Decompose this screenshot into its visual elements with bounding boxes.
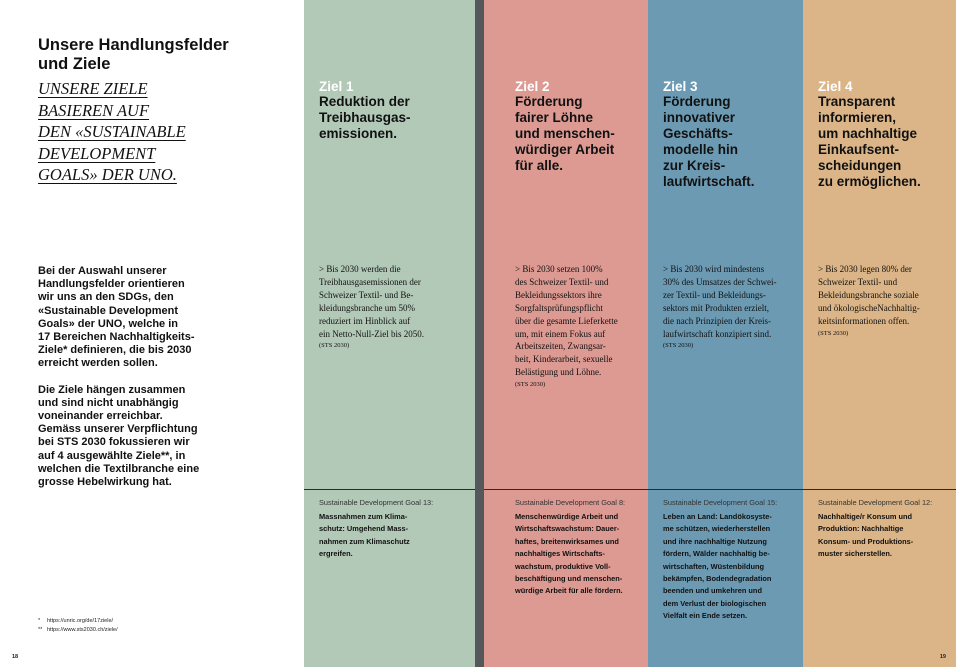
goal-text-line: > Bis 2030 wird mindestens bbox=[663, 264, 765, 274]
goal-text-line: beit, Kinderarbeit, sexuelle bbox=[515, 354, 613, 365]
intro-line: auf 4 ausgewählte Ziele**, in bbox=[38, 449, 186, 462]
page-number-left: 18 bbox=[12, 654, 19, 660]
goal-label: Ziel 2 bbox=[515, 79, 550, 94]
goal-text-line: > Bis 2030 legen 80% der bbox=[818, 264, 912, 274]
sdg-label: Sustainable Development Goal 8: bbox=[515, 498, 626, 507]
sdg-line: muster sicherstellen. bbox=[818, 549, 892, 559]
sdg-line: Massnahmen zum Klima- bbox=[319, 512, 408, 521]
goal-text-line: die nach Prinzipien der Kreis- bbox=[663, 315, 771, 326]
goal-text-line: Schweizer Textil- und Be- bbox=[319, 289, 414, 300]
intro-line: «Sustainable Development bbox=[38, 304, 178, 317]
column-divider bbox=[648, 489, 803, 490]
goal-text-line: 30% des Umsatzes der Schwei- bbox=[663, 276, 777, 287]
goal-ref: (STS 2030) bbox=[319, 342, 350, 350]
goal-text-line: Treibhausgasemissionen der bbox=[319, 276, 421, 287]
goal-title-line: zu ermöglichen. bbox=[818, 174, 921, 189]
column-divider bbox=[304, 489, 475, 490]
goal-text-line: zer Textil- und Bekleidungs- bbox=[663, 289, 766, 300]
goal-title-line: informieren, bbox=[818, 110, 897, 125]
goal-text-line: Bekleidungsbranche soziale bbox=[818, 289, 919, 300]
goal-ref: (STS 2030) bbox=[515, 381, 546, 389]
goal-text-line: über die gesamte Lieferkette bbox=[515, 315, 618, 326]
goal-label: Ziel 1 bbox=[319, 79, 354, 94]
intro-line: Die Ziele hängen zusammen bbox=[38, 383, 186, 396]
subtitle-line: DEN «SUSTAINABLE bbox=[38, 122, 186, 142]
goal-label: Ziel 4 bbox=[818, 79, 853, 94]
goal-column-1 bbox=[304, 0, 475, 667]
footnote-link[interactable]: https://www.sts2030.ch/ziele/ bbox=[47, 627, 118, 633]
footnote bbox=[38, 617, 118, 626]
intro-line: bei STS 2030 fokussieren wir bbox=[38, 436, 190, 449]
goal-text-line: und ökologischeNachhaltig- bbox=[818, 302, 920, 313]
sdg-line: schutz: Umgehend Mass- bbox=[319, 524, 409, 534]
page-title bbox=[38, 36, 278, 74]
goal-title-line: Einkaufsent- bbox=[818, 142, 900, 157]
goal-title-line: Treibhausgas- bbox=[319, 110, 411, 125]
goal-text bbox=[319, 263, 469, 352]
sdg-line: bekämpfen, Bodendegradation bbox=[663, 574, 772, 584]
page-subtitle bbox=[38, 78, 278, 186]
sdg-line: Konsum- und Produktions- bbox=[818, 536, 914, 546]
sdg-line: nahmen zum Klimaschutz bbox=[319, 536, 410, 546]
goal-title-line: Transparent bbox=[818, 94, 896, 109]
sdg-line: und ihre nachhaltige Nutzung bbox=[663, 536, 767, 546]
subtitle-line: DEVELOPMENT bbox=[38, 143, 156, 163]
sdg-line: Leben an Land: Landökosyste- bbox=[663, 512, 772, 521]
goal-title bbox=[319, 94, 464, 142]
sdg-line: beenden und umkehren und bbox=[663, 586, 762, 596]
goal-ref: (STS 2030) bbox=[663, 342, 694, 350]
intro-line: Goals» der UNO, welche in bbox=[38, 317, 178, 330]
goal-text-line: sektors mit Produkten erzielt, bbox=[663, 302, 769, 313]
sdg-line: ergreifen. bbox=[319, 549, 353, 559]
goal-title-line: Förderung bbox=[515, 94, 583, 109]
footnote-mark: * bbox=[38, 618, 41, 624]
sdg-line: dem Verlust der biologischen bbox=[663, 598, 767, 608]
intro-line: Gemäss unserer Verpflichtung bbox=[38, 423, 198, 436]
goal-column-4 bbox=[803, 0, 956, 667]
intro-text bbox=[38, 265, 270, 502]
page-spine bbox=[475, 0, 484, 667]
goal-ref: (STS 2030) bbox=[818, 329, 849, 337]
subtitle-line: UNSERE ZIELE bbox=[38, 79, 148, 98]
goal-text-line: kleidungsbranche um 50% bbox=[319, 302, 415, 313]
goal-title-line: für alle. bbox=[515, 158, 564, 173]
intro-line: 17 Bereichen Nachhaltigkeits- bbox=[38, 331, 195, 344]
intro-line: wir uns an den SDGs, den bbox=[38, 291, 174, 304]
goal-title-line: fairer Löhne bbox=[515, 110, 594, 125]
goal-title-line: innovativer bbox=[663, 110, 736, 125]
sdg-line: würdige Arbeit für alle fördern. bbox=[515, 586, 623, 596]
sdg-line: Nachhaltige/r Konsum und bbox=[818, 512, 913, 521]
goal-label: Ziel 3 bbox=[663, 79, 698, 94]
sdg-line: haftes, breitenwirksames und bbox=[515, 536, 619, 546]
intro-line: Ziele* definieren, die bis 2030 bbox=[38, 344, 192, 357]
goal-text-line: Arbeitszeiten, Zwangsar- bbox=[515, 341, 606, 352]
goal-title-line: Förderung bbox=[663, 94, 731, 109]
sdg-line: wirtschaften, Wüstenbildung bbox=[663, 561, 765, 571]
goal-text-line: > Bis 2030 werden die bbox=[319, 264, 401, 274]
goal-title-line: und menschen- bbox=[515, 126, 615, 141]
goal-title bbox=[663, 94, 808, 190]
subtitle-line: BASIEREN AUF bbox=[38, 100, 150, 120]
goal-title-line: Geschäfts- bbox=[663, 126, 733, 141]
goal-title-line: modelle hin bbox=[663, 142, 739, 157]
sdg-line: Menschenwürdige Arbeit und bbox=[515, 512, 619, 521]
goal-text-line: Sorgfaltsprüfungspflicht bbox=[515, 302, 603, 313]
intro-line: voneinander erreichbar. bbox=[38, 410, 163, 423]
sdg-description bbox=[319, 511, 469, 561]
goal-column-3 bbox=[648, 0, 803, 667]
sdg-label: Sustainable Development Goal 15: bbox=[663, 498, 778, 507]
goal-title-line: laufwirtschaft. bbox=[663, 174, 755, 189]
subtitle-line: GOALS» DER UNO. bbox=[38, 165, 177, 185]
goal-text-line: keitsinformationen offen. bbox=[818, 315, 910, 326]
goal-text-line: um, mit einem Fokus auf bbox=[515, 328, 606, 339]
sdg-line: fördern, Wälder nachhaltig be- bbox=[663, 549, 770, 559]
sdg-line: wachstum, produktive Voll- bbox=[515, 561, 611, 571]
goal-text bbox=[663, 263, 799, 352]
goal-text bbox=[515, 263, 645, 391]
goal-text bbox=[818, 263, 952, 340]
column-divider bbox=[803, 489, 956, 490]
footnote bbox=[38, 626, 118, 635]
intro-line: und sind nicht unabhängig bbox=[38, 396, 179, 409]
intro-line: grosse Hebelwirkung hat. bbox=[38, 476, 172, 489]
goal-text-line: > Bis 2030 setzen 100% bbox=[515, 264, 603, 274]
sdg-line: me schützen, wiederherstellen bbox=[663, 524, 771, 534]
title-line: Unsere Handlungsfelder bbox=[38, 36, 229, 54]
intro-line: welchen die Textilbranche eine bbox=[38, 462, 200, 475]
intro-paragraph bbox=[38, 384, 270, 490]
sdg-label: Sustainable Development Goal 12: bbox=[818, 498, 933, 507]
footnotes bbox=[38, 617, 118, 635]
sdg-line: Vielfalt ein Ende setzen. bbox=[663, 611, 748, 621]
goal-text-line: laufwirtschaft konzipiert sind. bbox=[663, 328, 772, 339]
goal-text-line: des Schweizer Textil- und bbox=[515, 276, 609, 287]
goal-column-2 bbox=[484, 0, 648, 667]
sdg-line: beschäftigung und menschen- bbox=[515, 574, 623, 584]
goal-text-line: Bekleidungssektors ihre bbox=[515, 289, 602, 300]
goal-text-line: ein Netto-Null-Ziel bis 2050. bbox=[319, 328, 424, 339]
goal-title-line: emissionen. bbox=[319, 126, 398, 141]
sdg-description bbox=[663, 511, 799, 623]
left-page bbox=[0, 0, 304, 667]
goal-text-line: Schweizer Textil- und bbox=[818, 276, 898, 287]
goal-title bbox=[818, 94, 953, 190]
goal-text-line: reduziert im Hinblick auf bbox=[319, 315, 411, 326]
page-number-right: 19 bbox=[939, 654, 946, 660]
goal-title-line: würdiger Arbeit bbox=[515, 142, 615, 157]
column-divider bbox=[484, 489, 648, 490]
goal-title-line: scheidungen bbox=[818, 158, 902, 173]
sdg-line: Wirtschaftswachstum: Dauer- bbox=[515, 524, 620, 534]
goal-title-line: Reduktion der bbox=[319, 94, 410, 109]
sdg-description bbox=[818, 511, 952, 561]
goal-title bbox=[515, 94, 660, 174]
goal-text-line: Belästigung und Löhne. bbox=[515, 367, 602, 378]
sdg-description bbox=[515, 511, 645, 598]
title-line: und Ziele bbox=[38, 55, 111, 73]
goal-title-line: um nachhaltige bbox=[818, 126, 918, 141]
intro-paragraph bbox=[38, 265, 270, 371]
footnote-link[interactable]: https://unric.org/de/17ziele/ bbox=[47, 618, 114, 624]
sdg-label: Sustainable Development Goal 13: bbox=[319, 498, 434, 507]
intro-line: erreicht werden sollen. bbox=[38, 357, 158, 370]
footnote-mark: ** bbox=[38, 627, 43, 633]
intro-line: Bei der Auswahl unserer bbox=[38, 265, 167, 277]
goal-title-line: zur Kreis- bbox=[663, 158, 726, 173]
sdg-line: Produktion: Nachhaltige bbox=[818, 524, 904, 534]
sdg-line: nachhaltiges Wirtschafts- bbox=[515, 549, 605, 559]
intro-line: Handlungsfelder orientieren bbox=[38, 278, 185, 291]
